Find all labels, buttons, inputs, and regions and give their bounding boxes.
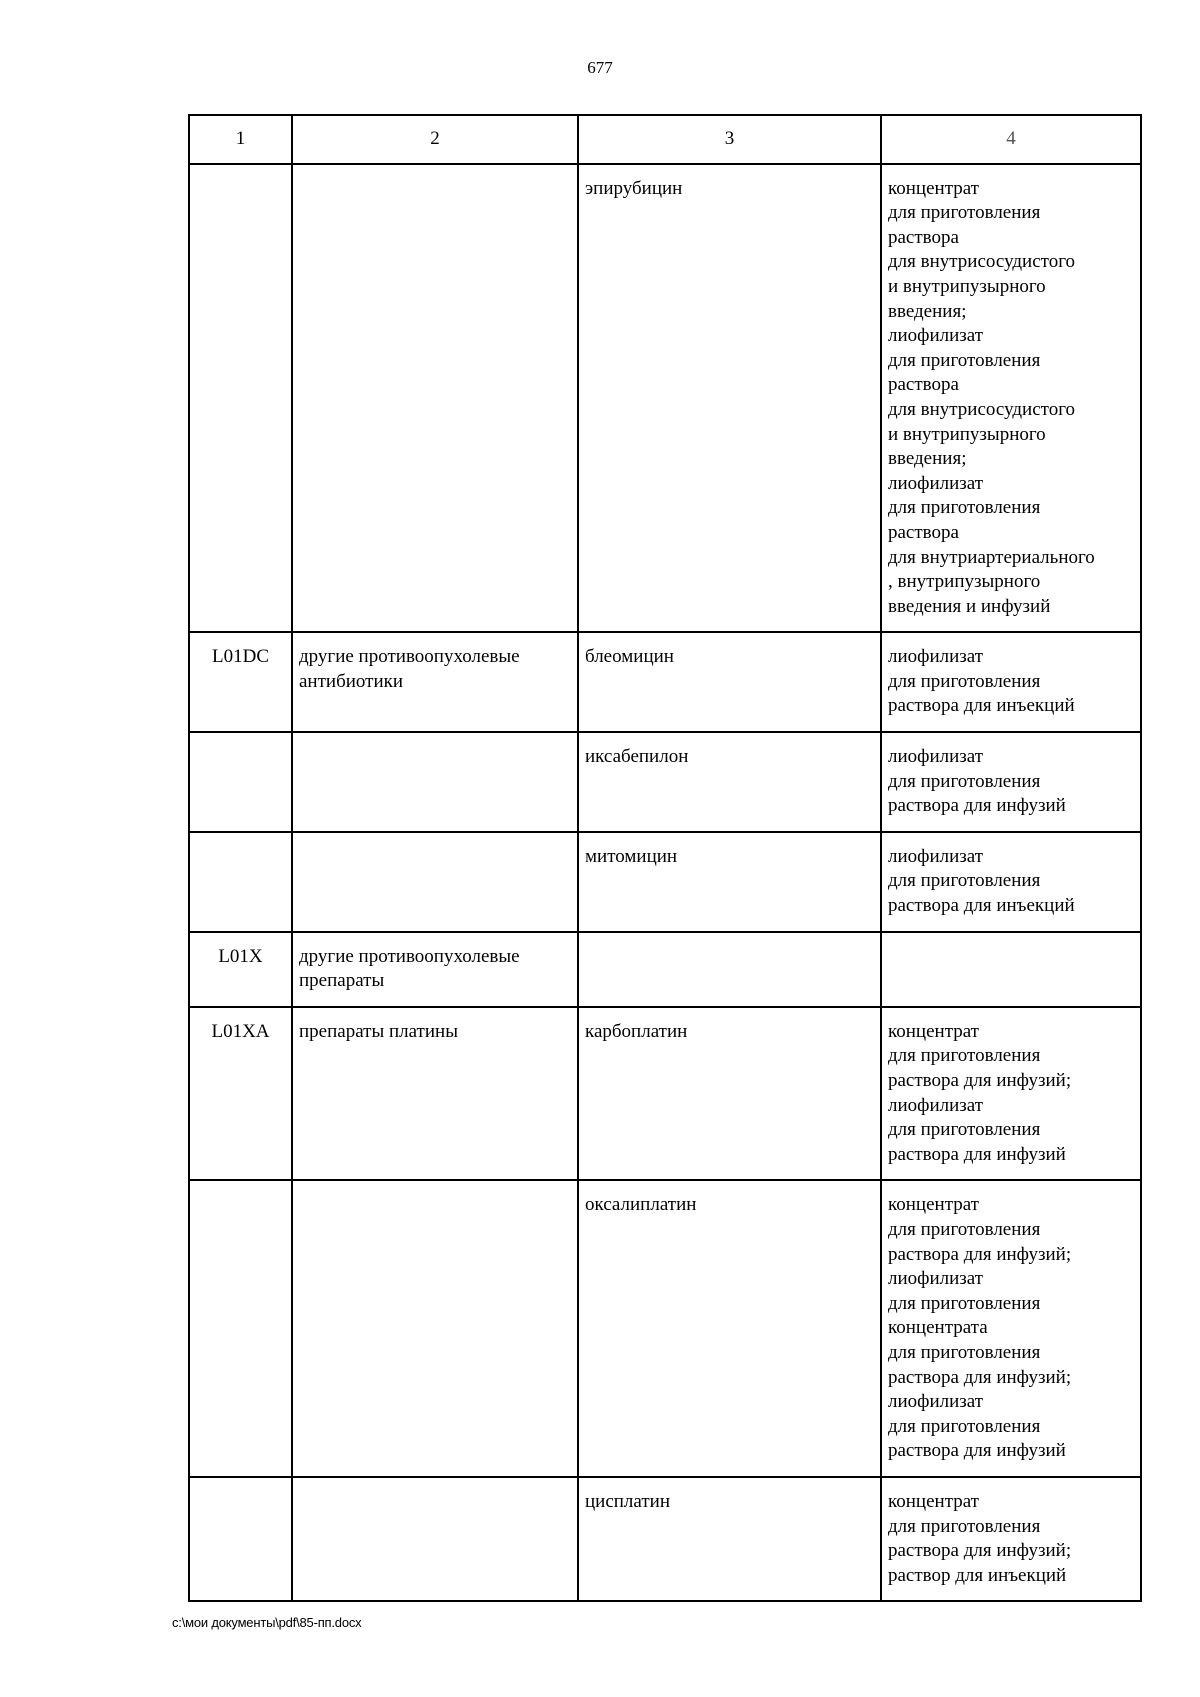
drug-name-cell (578, 932, 881, 1007)
dosage-form-line: раствора для инфузий (888, 795, 1066, 817)
dosage-form-line: для внутрисосудистого (888, 398, 1076, 420)
dosage-form-line: раствора для инфузий; (888, 1070, 1072, 1091)
drug-name-cell: иксабепилон (578, 732, 881, 832)
drug-table (188, 114, 1142, 1602)
dosage-form-line: введения; (888, 300, 967, 322)
table-row (189, 732, 1141, 832)
dosage-form-cell (881, 1477, 1141, 1601)
header-cell-1: 1 (189, 115, 292, 164)
group-cell (292, 1477, 578, 1601)
dosage-form-line: для приготовления (888, 1515, 1041, 1537)
table-row (189, 932, 1141, 1007)
dosage-form-line: раствора для инфузий; (888, 1540, 1072, 1562)
atc-code-cell (189, 732, 292, 832)
group-cell (292, 832, 578, 932)
dosage-form-line: концентрат (888, 1020, 979, 1042)
dosage-form-line: для приготовления (888, 1292, 1041, 1314)
dosage-form-line: раствора (888, 226, 959, 248)
group-cell (292, 1007, 578, 1181)
dosage-form-line: лиофилизат (888, 325, 984, 347)
dosage-form-line: раствора для инфузий (888, 1143, 1066, 1165)
dosage-form-line: для внутрисосудистого (888, 251, 1076, 273)
dosage-form-line: лиофилизат (888, 746, 984, 768)
group-cell (292, 632, 578, 732)
group-cell (292, 932, 578, 1007)
page-number: 677 (587, 58, 613, 77)
group-line: препараты (299, 970, 385, 992)
dosage-form-line: для приготовления (888, 1119, 1041, 1141)
dosage-form-line: для приготовления (888, 497, 1041, 519)
dosage-form-line: для приготовления (888, 770, 1041, 792)
dosage-form-line: лиофилизат (888, 845, 984, 867)
group-cell (292, 1180, 578, 1477)
dosage-form-line: лиофилизат (888, 1268, 984, 1290)
header-cell-2: 2 (292, 115, 578, 164)
dosage-form-line: лиофилизат (888, 1094, 984, 1116)
table-row (189, 632, 1141, 732)
dosage-form-line: введения; (888, 448, 967, 470)
dosage-form-cell (881, 832, 1141, 932)
drug-name-cell: оксалиплатин (578, 1180, 881, 1477)
table-body (189, 115, 1141, 1601)
dosage-form-cell (881, 632, 1141, 732)
drug-name-cell: эпирубицин (578, 164, 881, 633)
atc-code-cell (189, 832, 292, 932)
dosage-form-line: раствора (888, 374, 959, 396)
atc-code-cell (189, 164, 292, 633)
table-header-row (189, 115, 1141, 164)
dosage-form-line: раствора для инфузий (888, 1440, 1066, 1462)
dosage-form-line: для приготовления (888, 1218, 1041, 1240)
header-cell-3: 3 (578, 115, 881, 164)
dosage-form-line: , внутрипузырного (888, 571, 1041, 593)
footer-file-path: c:\мои документы\pdf\85-пп.docx (172, 1615, 362, 1630)
table-row (189, 1477, 1141, 1601)
dosage-form-line: раствора для инъекций (888, 695, 1075, 717)
group-cell (292, 164, 578, 633)
dosage-form-line: для приготовления (888, 670, 1041, 692)
table-row (189, 1007, 1141, 1181)
dosage-form-cell (881, 164, 1141, 633)
dosage-form-line: для приготовления (888, 1045, 1041, 1067)
dosage-form-line: концентрата (888, 1317, 988, 1339)
group-line: другие противоопухолевые (299, 945, 520, 967)
dosage-form-line: введения и инфузий (888, 595, 1051, 617)
table-row (189, 164, 1141, 633)
dosage-form-line: концентрат (888, 1194, 979, 1216)
dosage-form-cell (881, 1180, 1141, 1477)
drug-name-cell: блеомицин (578, 632, 881, 732)
group-cell (292, 732, 578, 832)
group-line: другие противоопухолевые (299, 646, 520, 668)
group-line: антибиотики (299, 670, 404, 692)
dosage-form-line: и внутрипузырного (888, 423, 1046, 445)
dosage-form-line: раствора (888, 521, 959, 543)
dosage-form-line: раствора для инфузий; (888, 1366, 1072, 1388)
dosage-form-cell (881, 732, 1141, 832)
drug-name-cell: митомицин (578, 832, 881, 932)
dosage-form-cell (881, 1007, 1141, 1181)
atc-code-cell: L01X (189, 932, 292, 1007)
atc-code-cell: L01DC (189, 632, 292, 732)
header-cell-4: 4 (881, 115, 1141, 164)
dosage-form-line: для приготовления (888, 870, 1041, 892)
dosage-form-line: концентрат (888, 177, 979, 199)
table-row (189, 1180, 1141, 1477)
dosage-form-line: концентрат (888, 1490, 979, 1512)
atc-code-cell (189, 1477, 292, 1601)
atc-code-cell: L01XA (189, 1007, 292, 1181)
dosage-form-line: и внутрипузырного (888, 275, 1046, 297)
table-row (189, 832, 1141, 932)
dosage-form-line: для приготовления (888, 202, 1041, 224)
dosage-form-line: лиофилизат (888, 472, 984, 494)
dosage-form-line: лиофилизат (888, 646, 984, 668)
dosage-form-line: для внутриартериального (888, 546, 1095, 568)
dosage-form-line: раствора для инъекций (888, 895, 1075, 917)
dosage-form-cell (881, 932, 1141, 1007)
atc-code-cell (189, 1180, 292, 1477)
dosage-form-line: раствора для инфузий; (888, 1243, 1072, 1265)
group-line: препараты платины (299, 1020, 458, 1042)
dosage-form-line: для приготовления (888, 1341, 1041, 1363)
drug-name-cell: карбоплатин (578, 1007, 881, 1181)
dosage-form-line: для приготовления (888, 349, 1041, 371)
drug-name-cell: цисплатин (578, 1477, 881, 1601)
dosage-form-line: раствор для инъекций (888, 1564, 1067, 1586)
dosage-form-line: лиофилизат (888, 1391, 984, 1413)
dosage-form-line: для приготовления (888, 1415, 1041, 1437)
